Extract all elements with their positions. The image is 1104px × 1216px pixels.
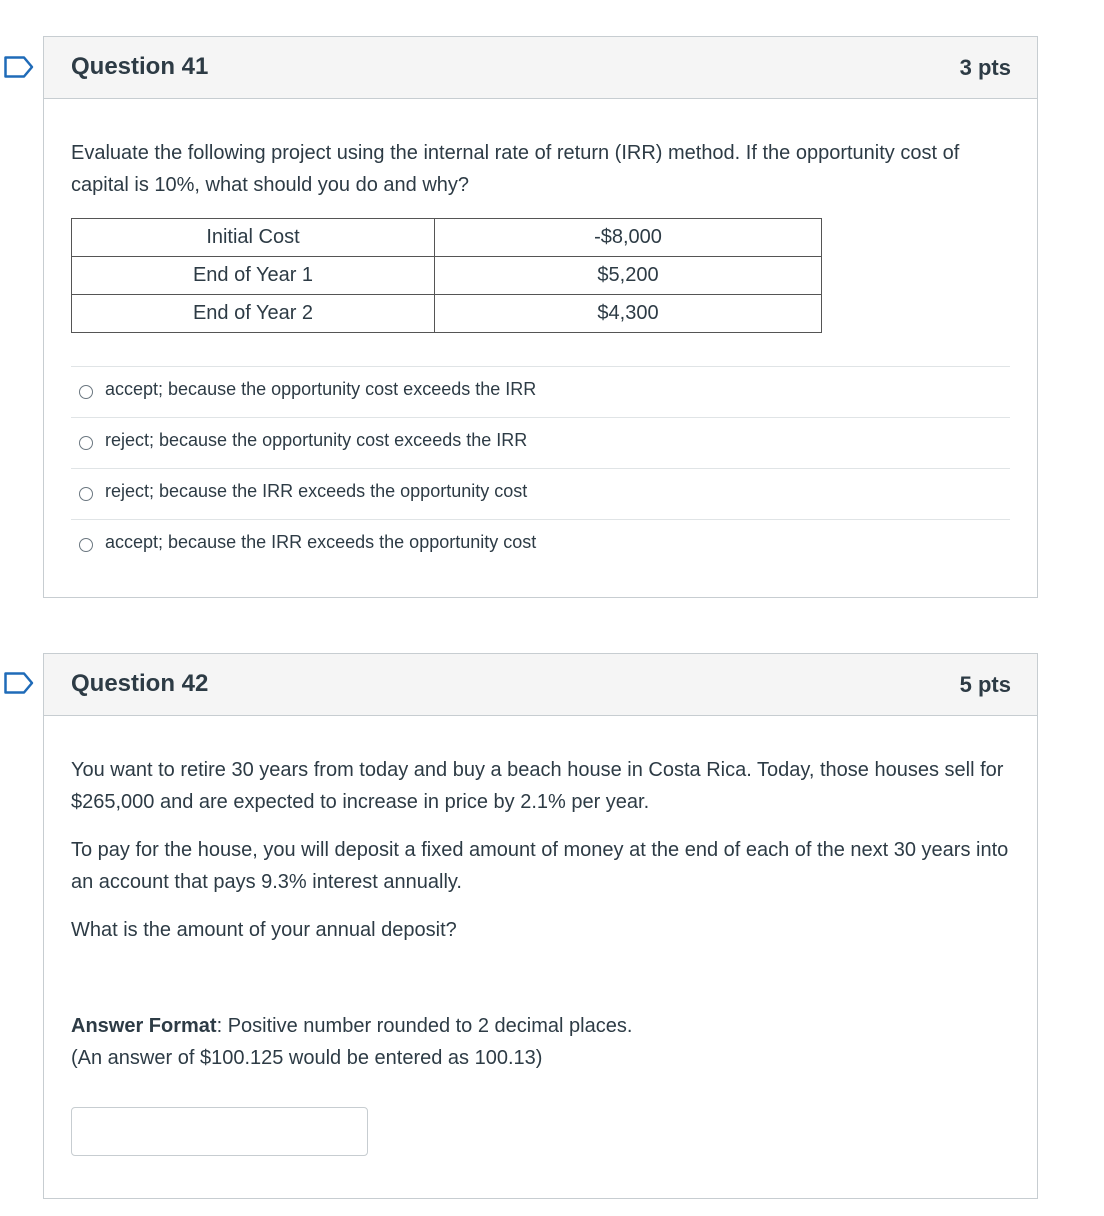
table-row: [72, 257, 822, 295]
question-points: 3 pts: [959, 55, 1011, 80]
table-row: [72, 295, 822, 333]
answer-label[interactable]: reject; because the opportunity cost exceeds the IRR: [105, 430, 528, 450]
answer-label[interactable]: reject; because the IRR exceeds the opportunity cost: [105, 481, 528, 501]
question-title: Question 42: [71, 670, 209, 697]
cash-flow-table: [71, 218, 822, 333]
question-points: 5 pts: [959, 672, 1011, 697]
radio-button[interactable]: [79, 487, 93, 501]
radio-button[interactable]: [79, 436, 93, 450]
answer-option-3[interactable]: [71, 468, 1010, 519]
question-header: [44, 37, 1037, 99]
answer-format-example: (An answer of $100.125 would be entered as 100.13): [71, 1047, 543, 1069]
answer-list: [71, 366, 1010, 570]
answer-format-text: : Positive number rounded to 2 decimal places.: [216, 1015, 633, 1037]
answer-label[interactable]: accept; because the IRR exceeds the opportunity cost: [105, 532, 537, 552]
answer-label[interactable]: accept; because the opportunity cost exceeds the IRR: [105, 379, 537, 399]
question-header: [44, 654, 1037, 716]
answer-format-label: Answer Format: [71, 1015, 217, 1037]
question-41: [43, 36, 1038, 598]
table-cell-label: End of Year 1: [72, 257, 435, 295]
question-paragraph: You want to retire 30 years from today and buy a beach house in Costa Rica. Today, those houses sell for $265,000 and are expected to increase in price by 2.1% per year.: [71, 759, 1004, 813]
question-title: Question 41: [71, 53, 209, 80]
radio-button[interactable]: [79, 385, 93, 399]
answer-input[interactable]: [71, 1107, 368, 1156]
answer-option-1[interactable]: [71, 366, 1010, 417]
answer-option-2[interactable]: [71, 417, 1010, 468]
question-paragraph: To pay for the house, you will deposit a fixed amount of money at the end of each of the next 30 years into an account that pays 9.3% interest annually.: [71, 839, 1009, 893]
table-cell-label: End of Year 2: [72, 295, 435, 333]
question-42: [43, 653, 1038, 1199]
table-cell-label: Initial Cost: [72, 219, 435, 257]
question-prompt: Evaluate the following project using the internal rate of return (IRR) method. If the opportunity cost of capital is 10%, what should you do and why?: [71, 142, 960, 196]
question-paragraph: What is the amount of your annual deposit?: [71, 919, 457, 941]
answer-format: [71, 1010, 1010, 1042]
flag-question-icon[interactable]: [4, 56, 34, 78]
answer-option-4[interactable]: [71, 519, 1010, 570]
table-cell-value: $4,300: [435, 295, 822, 333]
table-cell-value: $5,200: [435, 257, 822, 295]
table-cell-value: -$8,000: [435, 219, 822, 257]
table-row: [72, 219, 822, 257]
radio-button[interactable]: [79, 538, 93, 552]
flag-question-icon[interactable]: [4, 672, 34, 694]
